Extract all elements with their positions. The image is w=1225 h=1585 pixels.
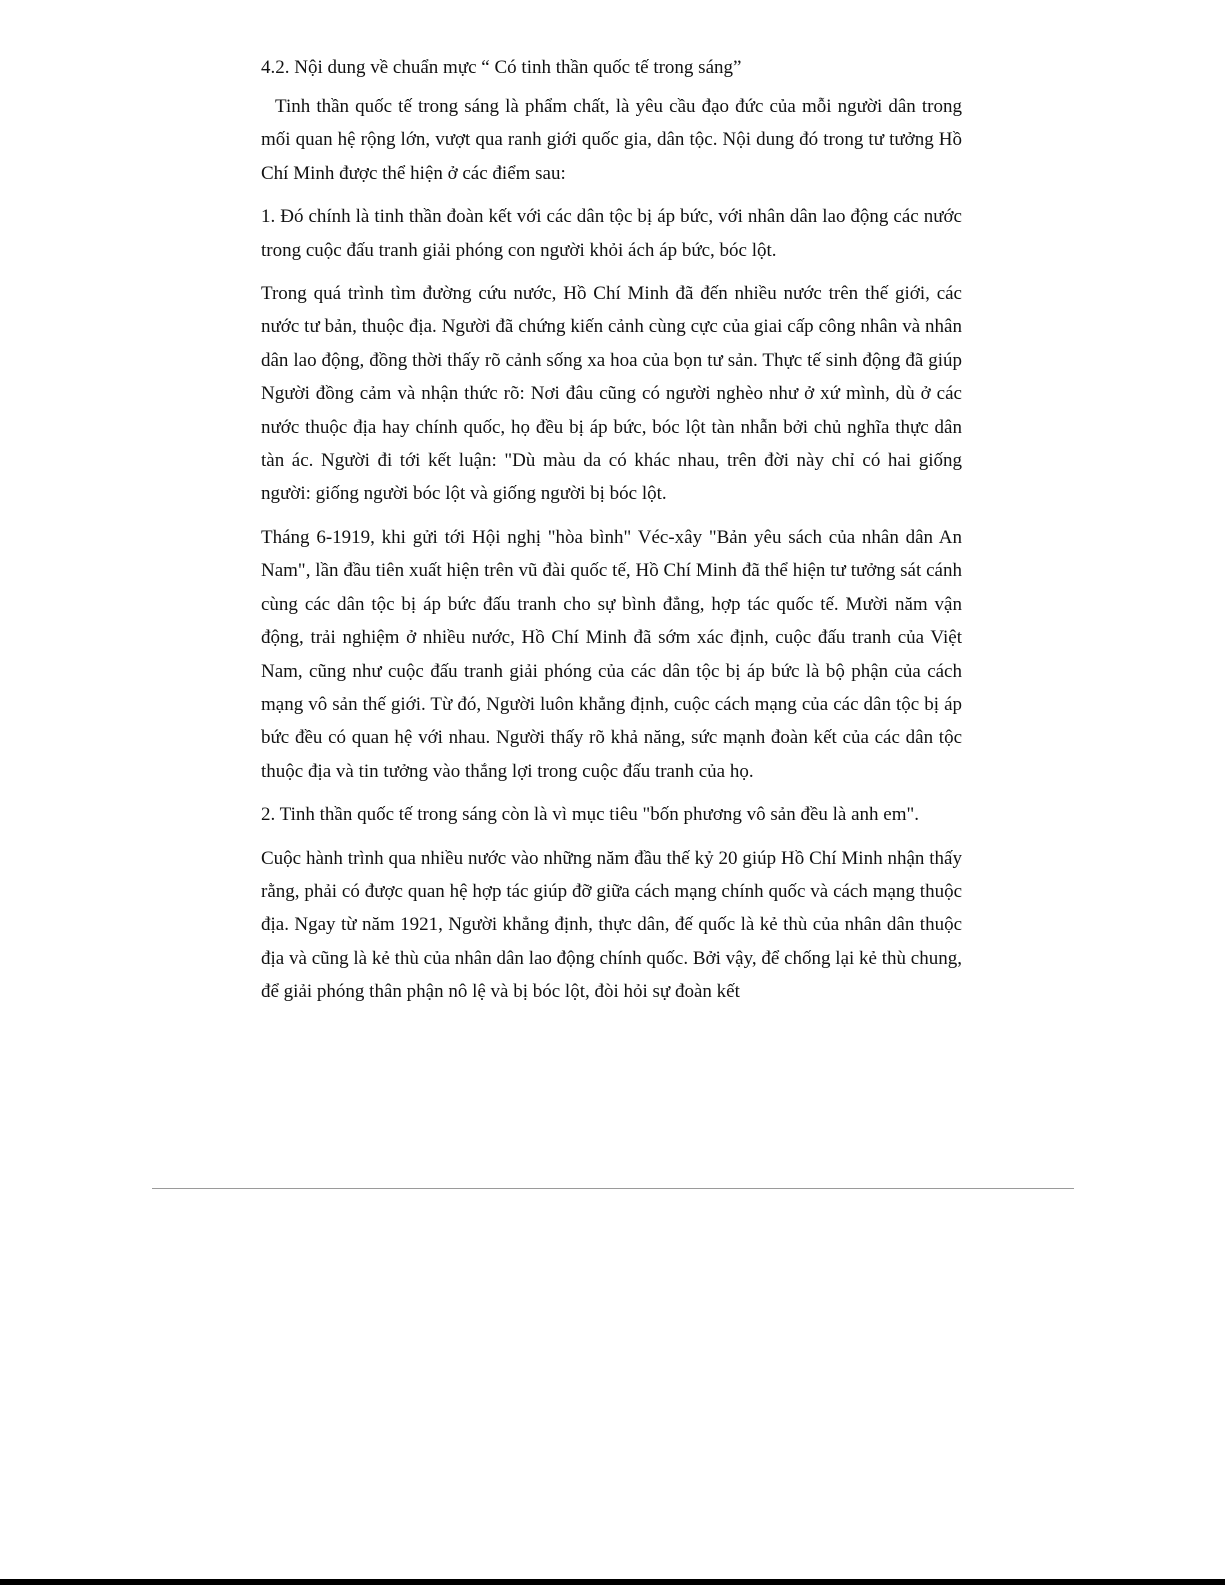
document-page [261, 52, 962, 1019]
bottom-edge-bar [0, 1579, 1225, 1585]
body-paragraph-versailles: Tháng 6-1919, khi gửi tới Hội nghị "hòa bình" Véc-xây "Bản yêu sách của nhân dân An Nam", lần đầu tiên xuất hiện trên vũ đài quốc tế, Hồ Chí Minh đã thể hiện tư tưởng sát cánh cùng các dân tộc bị áp bức đấu tranh cho sự bình đẳng, hợp tác quốc tế. Mười năm vận động, trải nghiệm ở nhiều nước, Hồ Chí Minh đã sớm xác định, cuộc đấu tranh của Việt Nam, cũng như cuộc đấu tranh giải phóng của các dân tộc bị áp bức là bộ phận của cách mạng vô sản thế giới. Từ đó, Người luôn khẳng định, cuộc cách mạng của các dân tộc bị áp bức đều có quan hệ với nhau. Người thấy rõ khả năng, sức mạnh đoàn kết của các dân tộc thuộc địa và tin tưởng vào thắng lợi trong cuộc đấu tranh của họ. [261, 526, 962, 782]
section-heading: 4.2. Nội dung về chuẩn mực “ Có tinh thần quốc tế trong sáng” [261, 57, 742, 78]
page-divider [152, 1188, 1074, 1189]
body-paragraph-journey: Trong quá trình tìm đường cứu nước, Hồ Chí Minh đã đến nhiều nước trên thế giới, các nước tư bản, thuộc địa. Người đã chứng kiến cảnh cùng cực của giai cấp công nhân và nhân dân lao động, đồng thời thấy rõ cảnh sống xa hoa của bọn tư sản. Thực tế sinh động đã giúp Người đồng cảm và nhận thức rõ: Nơi đâu cũng có người nghèo như ở xứ mình, dù ở các nước thuộc địa hay chính quốc, họ đều bị áp bức, bóc lột tàn nhẫn bởi chủ nghĩa thực dân tàn ác. Người đi tới kết luận: "Dù màu da có khác nhau, trên đời này chỉ có hai giống người: giống người bóc lột và giống người bị bóc lột. [261, 283, 962, 505]
intro-paragraph: Tinh thần quốc tế trong sáng là phẩm chất, là yêu cầu đạo đức của mỗi người dân trong mối quan hệ rộng lớn, vượt qua ranh giới quốc gia, dân tộc. Nội dung đó trong tư tưởng Hồ Chí Minh được thể hiện ở các điểm sau: [261, 96, 962, 184]
body-paragraph-cooperation: Cuộc hành trình qua nhiều nước vào những năm đầu thế kỷ 20 giúp Hồ Chí Minh nhận thấy rằng, phải có được quan hệ hợp tác giúp đỡ giữa cách mạng chính quốc và cách mạng thuộc địa. Ngay từ năm 1921, Người khẳng định, thực dân, đế quốc là kẻ thù của nhân dân thuộc địa và cũng là kẻ thù của nhân dân lao động chính quốc. Bởi vậy, để chống lại kẻ thù chung, để giải phóng thân phận nô lệ và bị bóc lột, đòi hỏi sự đoàn kết [261, 847, 962, 1003]
point-two-paragraph: 2. Tinh thần quốc tế trong sáng còn là vì mục tiêu "bốn phương vô sản đều là anh em". [261, 804, 920, 826]
point-one-paragraph: 1. Đó chính là tinh thần đoàn kết với các dân tộc bị áp bức, với nhân dân lao động các nước trong cuộc đấu tranh giải phóng con người khỏi ách áp bức, bóc lột. [261, 206, 962, 261]
